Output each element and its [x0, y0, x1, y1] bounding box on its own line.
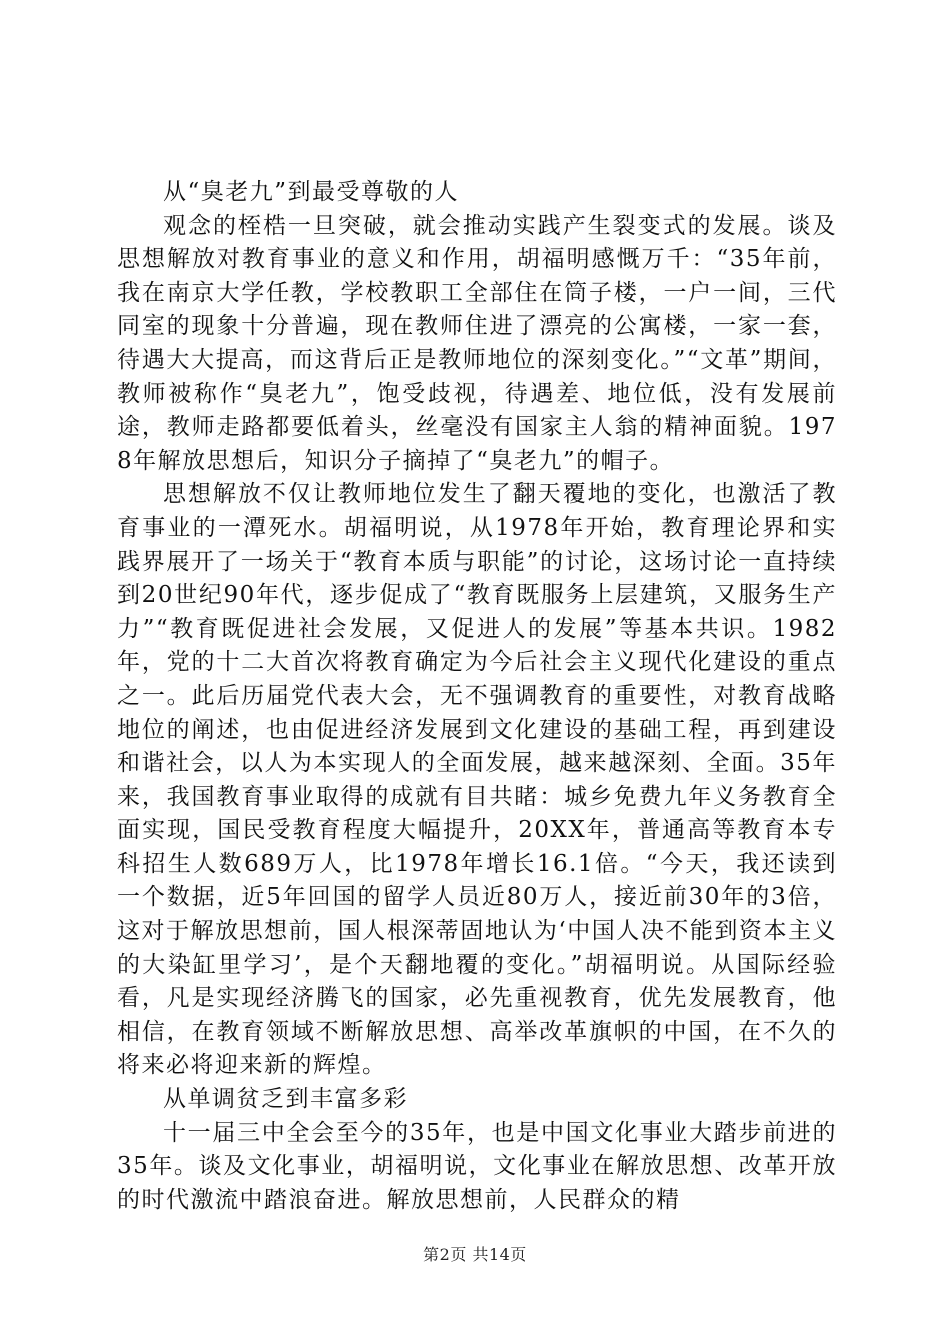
paragraph-1: 观念的桎梏一旦突破，就会推动实践产生裂变式的发展。谈及思想解放对教育事业的意义和作用，胡福明感慨万千：“35年前，我在南京大学任教，学校教职工全部住在筒子楼，一户一间，三代同室的现象十分普遍，现在教师住进了漂亮的公寓楼，一家一套，待遇大大提高，而这背后正是教师地位的深刻变化。”“文革”期间，教师被称作“臭老九”，饱受歧视，待遇差、地位低，没有发展前途，教师走路都要低着头，丝毫没有国家主人翁的精神面貌。1978年解放思想后，知识分子摘掉了“臭老九”的帽子。	[117, 212, 837, 474]
document-body	[117, 176, 837, 1217]
paragraph-2: 思想解放不仅让教师地位发生了翻天覆地的变化，也激活了教育事业的一潭死水。胡福明说，从1978年开始，教育理论界和实践界展开了一场关于“教育本质与职能”的讨论，这场讨论一直持续到20世纪90年代，逐步促成了“教育既服务上层建筑，又服务生产力”“教育既促进社会发展，又促进人的发展”等基本共识。1982年，党的十二大首次将教育确定为今后社会主义现代化建设的重点之一。此后历届党代表大会，无不强调教育的重要性，对教育战略地位的阐述，也由促进经济发展到文化建设的基础工程，再到建设和谐社会，以人为本实现人的全面发展，越来越深刻、全面。35年来，我国教育事业取得的成就有目共睹：城乡免费九年义务教育全面实现，国民受教育程度大幅提升，20XX年，普通高等教育本专科招生人数689万人，比1978年增长16.1倍。“今天，我还读到一个数据，近5年回国的留学人员近80万人，接近前30年的3倍，这对于解放思想前，国人根深蒂固地认为‘中国人决不能到资本主义的大染缸里学习’，是个天翻地覆的变化。”胡福明说。从国际经验看，凡是实现经济腾飞的国家，必先重视教育，优先发展教育，他相信，在教育领域不断解放思想、高举改革旗帜的中国，在不久的将来必将迎来新的辉煌。	[117, 481, 837, 1079]
section-heading-2: 从单调贫乏到丰富多彩	[163, 1086, 408, 1113]
paragraph-3: 十一届三中全会至今的35年，也是中国文化事业大踏步前进的35年。谈及文化事业，胡福明说，文化事业在解放思想、改革开放的时代激流中踏浪奋进。解放思想前，人民群众的精	[117, 1119, 837, 1213]
page-number-footer: 第2页 共14页	[423, 1245, 527, 1264]
section-heading-1: 从“臭老九”到最受尊敬的人	[163, 179, 460, 205]
